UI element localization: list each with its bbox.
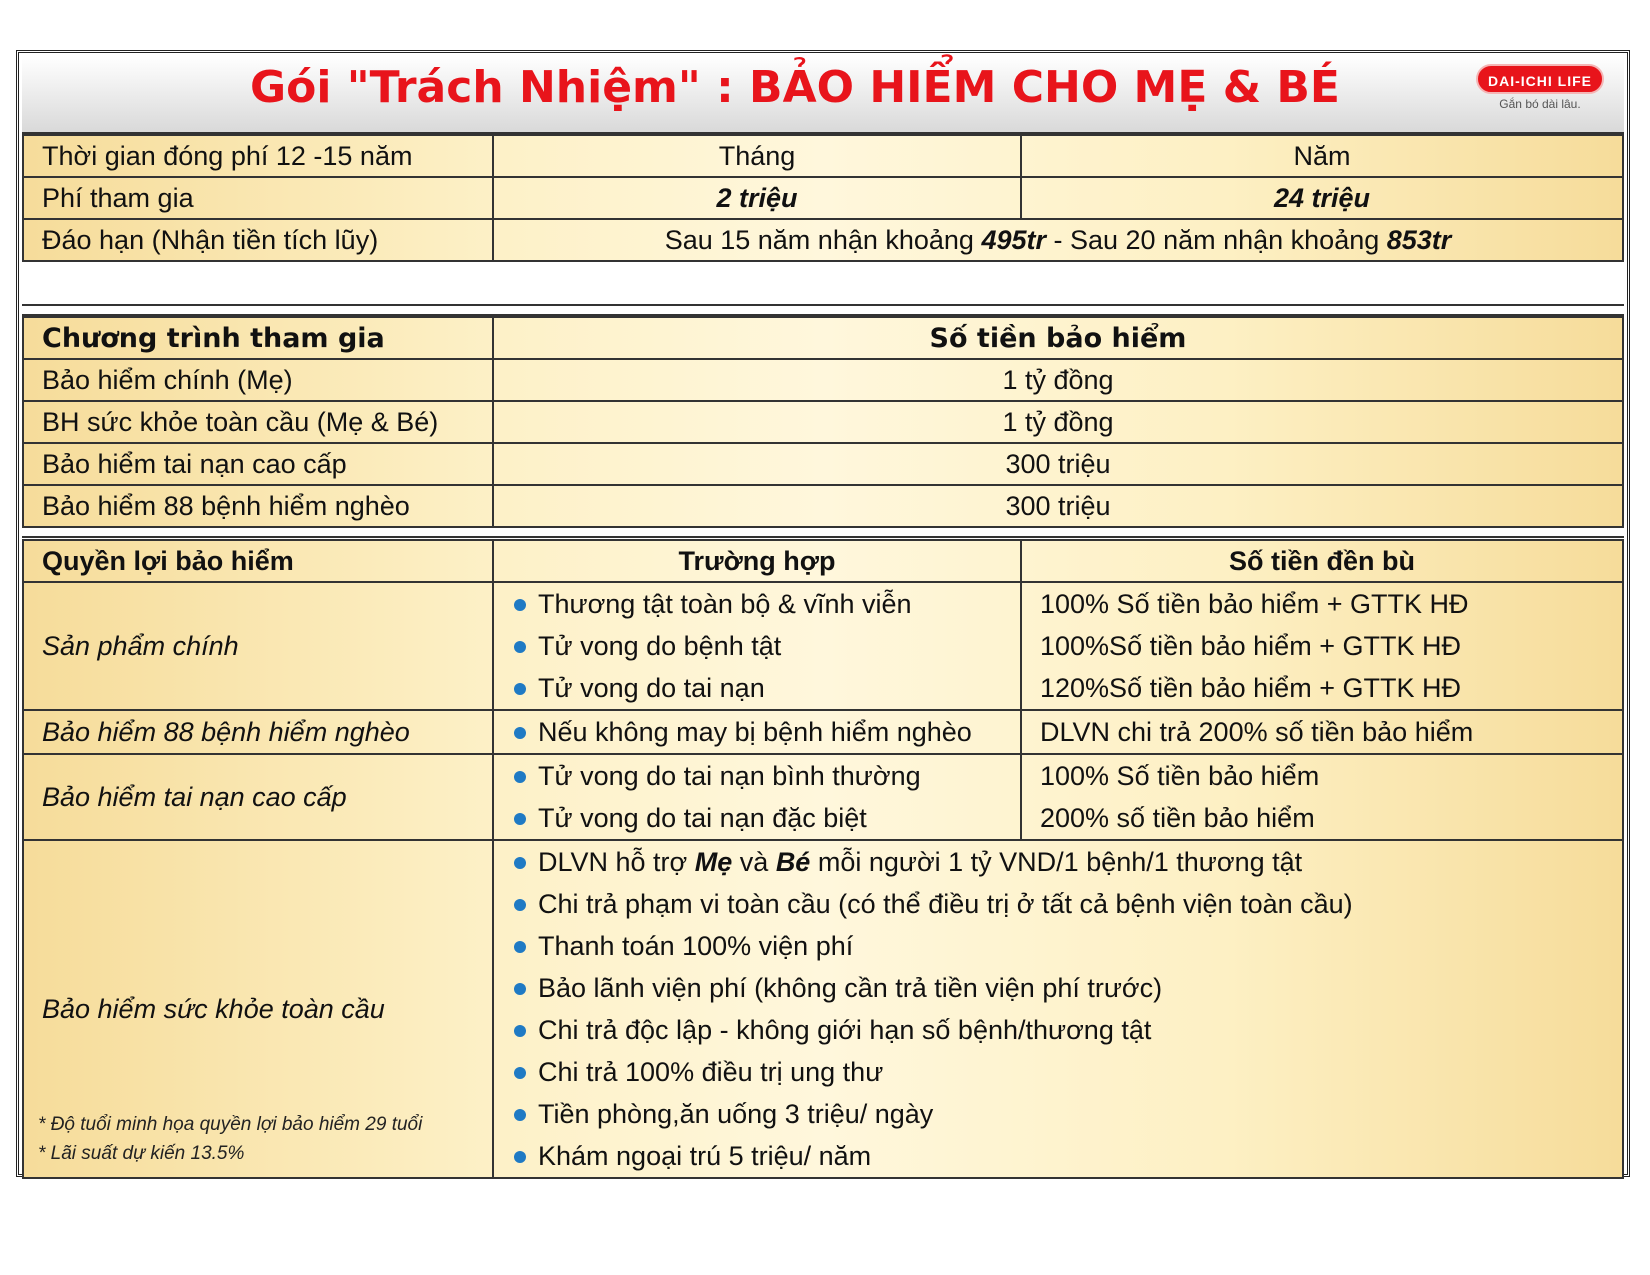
benefit-header: Quyền lợi bảo hiểm: [23, 540, 493, 582]
critical-case: [493, 710, 1021, 754]
table-row: [23, 582, 1623, 710]
maturity-amount-1: 495tr: [981, 224, 1046, 255]
table-row: [23, 135, 1623, 177]
list-item: Chi trả độc lập - không giới hạn số bệnh/thương tật: [512, 1009, 1604, 1051]
list-item: Tiền phòng,ăn uống 3 triệu/ ngày: [512, 1093, 1604, 1135]
maturity-text-1: Sau 15 năm nhận khoảng: [664, 224, 982, 255]
benefit-global-health: Bảo hiểm sức khỏe toàn cầu: [23, 840, 493, 1178]
health-items: [493, 840, 1623, 1178]
program-name: BH sức khỏe toàn cầu (Mẹ & Bé): [23, 401, 493, 443]
program-header: Chương trình tham gia: [23, 317, 493, 359]
list-item: 100%Số tiền bảo hiểm + GTTK HĐ: [1040, 631, 1461, 661]
accident-compensations: [1021, 754, 1623, 840]
health-first-pre: DLVN hỗ trợ: [538, 847, 695, 877]
list-item: Chi trả phạm vi toàn cầu (có thể điều trị ở tất cả bệnh viện toàn cầu): [512, 883, 1604, 925]
page-title: Gói "Trách Nhiệm" : BẢO HIỂM CHO MẸ & BÉ: [250, 62, 1340, 113]
program-amount: 300 triệu: [493, 485, 1623, 527]
case-header: Trường hợp: [493, 540, 1021, 582]
month-header: Tháng: [493, 135, 1021, 177]
list-item: Bảo lãnh viện phí (không cần trả tiền viện phí trước): [512, 967, 1604, 1009]
footnote: * Lãi suất dự kiến 13.5%: [38, 1143, 245, 1164]
program-amount: 300 triệu: [493, 443, 1623, 485]
period-label: Thời gian đóng phí 12 -15 năm: [23, 135, 493, 177]
amount-header: Số tiền bảo hiểm: [493, 317, 1623, 359]
program-table: [22, 316, 1624, 528]
list-item: Tử vong do tai nạn đặc biệt: [512, 797, 1002, 839]
list-item: 100% Số tiền bảo hiểm: [1040, 761, 1320, 791]
health-first-be: Bé: [775, 847, 811, 877]
main-cases: [493, 582, 1021, 710]
list-item: 200% số tiền bảo hiểm: [1040, 803, 1315, 833]
table-row: [23, 219, 1623, 261]
list-item: Tử vong do tai nạn: [512, 667, 1002, 709]
maturity-label: Đáo hạn (Nhận tiền tích lũy): [23, 219, 493, 261]
list-item: Thương tật toàn bộ & vĩnh viễn: [512, 583, 1002, 625]
table-row: [23, 317, 1623, 359]
table-row: [23, 710, 1623, 754]
health-first-mid: và: [732, 847, 776, 877]
logo-tagline: Gắn bó dài lâu.: [1499, 97, 1581, 111]
maturity-value: [493, 219, 1623, 261]
program-name: Bảo hiểm chính (Mẹ): [23, 359, 493, 401]
table-row: [23, 443, 1623, 485]
health-first-post: mỗi người 1 tỷ VND/1 bệnh/1 thương tật: [810, 847, 1303, 877]
benefit-critical-illness: Bảo hiểm 88 bệnh hiểm nghèo: [23, 710, 493, 754]
program-name: Bảo hiểm 88 bệnh hiểm nghèo: [23, 485, 493, 527]
table-row: [23, 359, 1623, 401]
table-row: [23, 540, 1623, 582]
fee-label: Phí tham gia: [23, 177, 493, 219]
fee-table: [22, 134, 1624, 262]
table-row: [23, 177, 1623, 219]
list-item: Tử vong do bệnh tật: [512, 625, 1002, 667]
benefit-accident: Bảo hiểm tai nạn cao cấp: [23, 754, 493, 840]
list-item: Chi trả 100% điều trị ung thư: [512, 1051, 1604, 1093]
critical-compensation: DLVN chi trả 200% số tiền bảo hiểm: [1021, 710, 1623, 754]
footnotes: [38, 1110, 422, 1168]
maturity-text-2: - Sau 20 năm nhận khoảng: [1046, 224, 1387, 255]
footnote: * Độ tuổi minh họa quyền lợi bảo hiểm 29 tuổi: [38, 1114, 423, 1135]
table-row: [23, 754, 1623, 840]
list-item: 100% Số tiền bảo hiểm + GTTK HĐ: [1040, 589, 1469, 619]
list-item: Khám ngoại trú 5 triệu/ năm: [512, 1135, 1604, 1177]
list-item: Nếu không may bị bệnh hiểm nghèo: [512, 711, 1002, 753]
accident-cases: [493, 754, 1021, 840]
benefit-table: [22, 539, 1624, 1179]
health-first-me: Mẹ: [694, 847, 733, 877]
program-name: Bảo hiểm tai nạn cao cấp: [23, 443, 493, 485]
compensation-header: Số tiền đền bù: [1021, 540, 1623, 582]
benefit-main-product: Sản phẩm chính: [23, 582, 493, 710]
list-item: Tử vong do tai nạn bình thường: [512, 755, 1002, 797]
maturity-amount-2: 853tr: [1386, 224, 1452, 255]
program-amount: 1 tỷ đồng: [493, 359, 1623, 401]
main-compensations: [1021, 582, 1623, 710]
year-header: Năm: [1021, 135, 1623, 177]
company-logo: [1476, 64, 1604, 111]
section-divider: [22, 304, 1624, 316]
fee-year: 24 triệu: [1021, 177, 1623, 219]
section-divider: [22, 526, 1624, 538]
list-item: [512, 841, 1604, 883]
table-row: [23, 485, 1623, 527]
list-item: Thanh toán 100% viện phí: [512, 925, 1604, 967]
logo-badge: DAI-ICHI LIFE: [1476, 64, 1604, 94]
fee-month: 2 triệu: [493, 177, 1021, 219]
program-amount: 1 tỷ đồng: [493, 401, 1623, 443]
table-row: [23, 401, 1623, 443]
list-item: 120%Số tiền bảo hiểm + GTTK HĐ: [1040, 673, 1461, 703]
insurance-sheet: [16, 50, 1630, 1177]
